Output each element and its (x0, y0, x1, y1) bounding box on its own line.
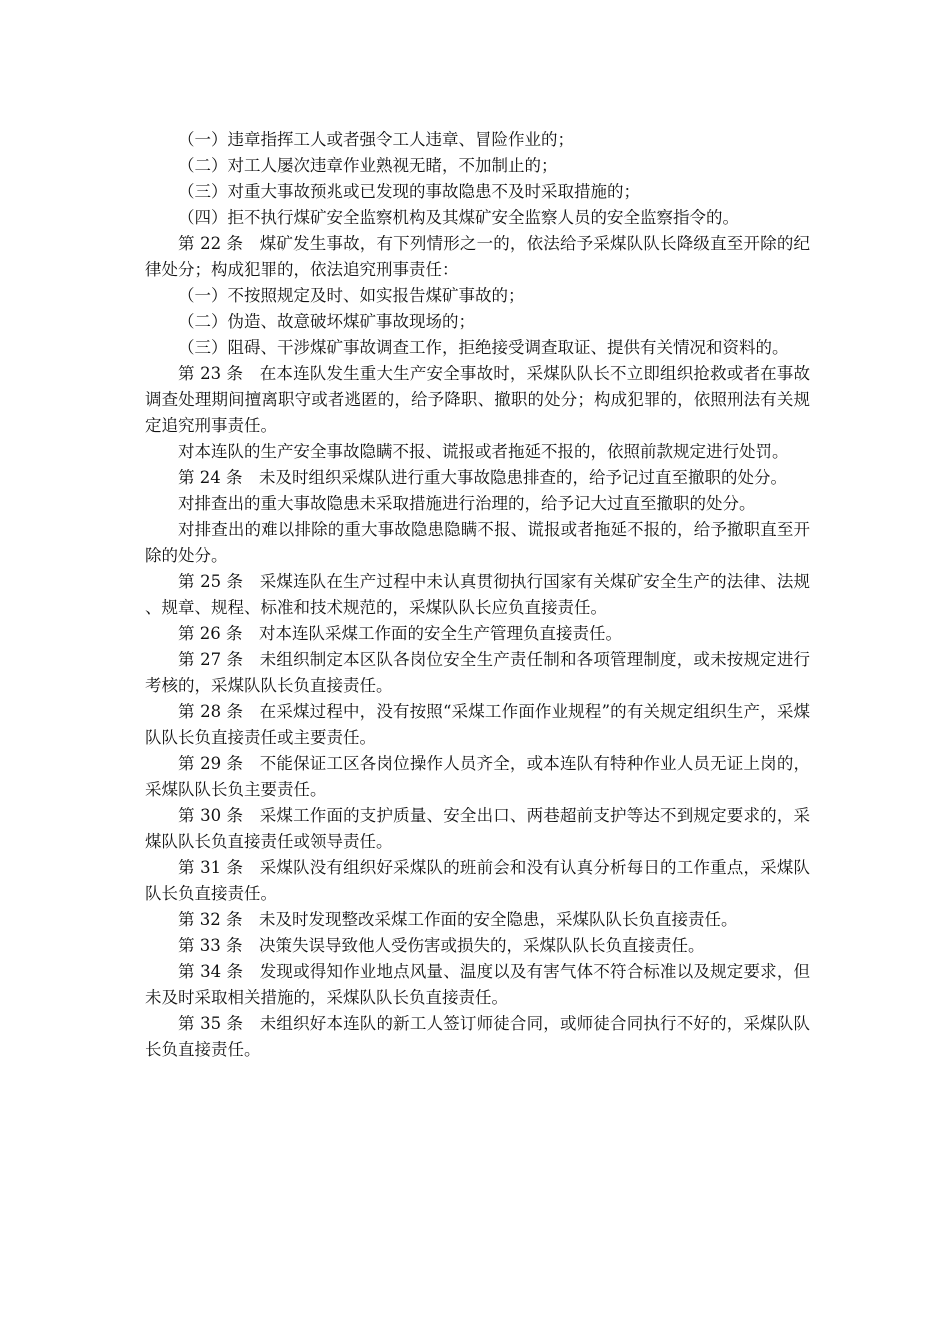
paragraph-text: 采煤队没有组织好采煤队的班前会和没有认真分析每日的工作重点，采煤队队长负直接责任。 (145, 858, 810, 903)
paragraph-text: 在本连队发生重大生产安全事故时，采煤队队长不立即组织抢救或者在事故调查处理期间擅离职守或者逃匿的，给予降职、撤职的处分；构成犯罪的，依照刑法有关规定追究刑事责任。 (145, 364, 810, 435)
paragraph-text: 对排查出的难以排除的重大事故隐患隐瞒不报、谎报或者拖延不报的，给予撤职直至开除的处分。 (145, 520, 810, 565)
paragraph-text: 对排查出的重大事故隐患未采取措施进行治理的，给予记大过直至撤职的处分。 (178, 494, 756, 513)
article-number: 第 28 条 (178, 702, 244, 721)
paragraph (145, 465, 810, 491)
paragraph (145, 959, 810, 1011)
paragraph-text: 在采煤过程中，没有按照“采煤工作面作业规程”的有关规定组织生产，采煤队队长负直接责任或主要责任。 (145, 702, 810, 747)
paragraph (145, 491, 810, 517)
paragraph (145, 309, 810, 335)
article-number: 第 25 条 (178, 572, 244, 591)
paragraph-text: 决策失误导致他人受伤害或损失的，采煤队队长负直接责任。 (259, 936, 705, 955)
paragraph-text: （四）拒不执行煤矿安全监察机构及其煤矿安全监察人员的安全监察指令的。 (178, 208, 739, 227)
article-number: 第 31 条 (178, 858, 244, 877)
paragraph (145, 647, 810, 699)
paragraph (145, 1011, 810, 1063)
paragraph-text: 未及时发现整改采煤工作面的安全隐患，采煤队队长负直接责任。 (259, 910, 738, 929)
paragraph-text: 未及时组织采煤队进行重大事故隐患排查的，给予记过直至撤职的处分。 (259, 468, 787, 487)
article-number: 第 32 条 (178, 910, 243, 929)
paragraph (145, 569, 810, 621)
document-body (145, 127, 810, 1063)
paragraph (145, 361, 810, 439)
paragraph-text: （三）阻碍、干涉煤矿事故调查工作，拒绝接受调查取证、提供有关情况和资料的。 (178, 338, 789, 357)
paragraph (145, 855, 810, 907)
paragraph-text: （一）违章指挥工人或者强令工人违章、冒险作业的； (178, 130, 574, 149)
paragraph-text: 煤矿发生事故，有下列情形之一的，依法给予采煤队队长降级直至开除的纪律处分；构成犯罪的，依法追究刑事责任： (145, 234, 810, 279)
paragraph (145, 621, 810, 647)
paragraph-text: （二）伪造、故意破坏煤矿事故现场的； (178, 312, 475, 331)
paragraph-text: 不能保证工区各岗位操作人员齐全，或本连队有特种作业人员无证上岗的，采煤队队长负主要责任。 (145, 754, 810, 799)
paragraph-text: 未组织好本连队的新工人签订师徒合同，或师徒合同执行不好的，采煤队队长负直接责任。 (145, 1014, 810, 1059)
paragraph-text: （一）不按照规定及时、如实报告煤矿事故的； (178, 286, 525, 305)
paragraph (145, 153, 810, 179)
article-number: 第 22 条 (178, 234, 244, 253)
paragraph-text: 对本连队采煤工作面的安全生产管理负直接责任。 (259, 624, 622, 643)
paragraph (145, 517, 810, 569)
paragraph-text: （二）对工人屡次违章作业熟视无睹，不加制止的； (178, 156, 558, 175)
paragraph (145, 179, 810, 205)
paragraph (145, 699, 810, 751)
paragraph (145, 283, 810, 309)
paragraph-text: 发现或得知作业地点风量、温度以及有害气体不符合标准以及规定要求，但未及时采取相关措施的，采煤队队长负直接责任。 (145, 962, 810, 1007)
paragraph (145, 231, 810, 283)
article-number: 第 35 条 (178, 1014, 244, 1033)
paragraph-text: （三）对重大事故预兆或已发现的事故隐患不及时采取措施的； (178, 182, 640, 201)
paragraph (145, 439, 810, 465)
article-number: 第 29 条 (178, 754, 244, 773)
article-number: 第 27 条 (178, 650, 244, 669)
paragraph (145, 933, 810, 959)
paragraph (145, 803, 810, 855)
article-number: 第 26 条 (178, 624, 243, 643)
article-number: 第 33 条 (178, 936, 243, 955)
paragraph (145, 907, 810, 933)
paragraph-text: 采煤连队在生产过程中未认真贯彻执行国家有关煤矿安全生产的法律、法规、规章、规程、标准和技术规范的，采煤队队长应负直接责任。 (145, 572, 810, 617)
article-number: 第 24 条 (178, 468, 243, 487)
article-number: 第 30 条 (178, 806, 244, 825)
paragraph (145, 205, 810, 231)
article-number: 第 23 条 (178, 364, 244, 383)
paragraph-text: 采煤工作面的支护质量、安全出口、两巷超前支护等达不到规定要求的，采煤队队长负直接责任或领导责任。 (145, 806, 810, 851)
article-number: 第 34 条 (178, 962, 244, 981)
paragraph (145, 335, 810, 361)
paragraph-text: 未组织制定本区队各岗位安全生产责任制和各项管理制度，或未按规定进行考核的，采煤队队长负直接责任。 (145, 650, 810, 695)
paragraph (145, 751, 810, 803)
paragraph (145, 127, 810, 153)
paragraph-text: 对本连队的生产安全事故隐瞒不报、谎报或者拖延不报的，依照前款规定进行处罚。 (178, 442, 789, 461)
